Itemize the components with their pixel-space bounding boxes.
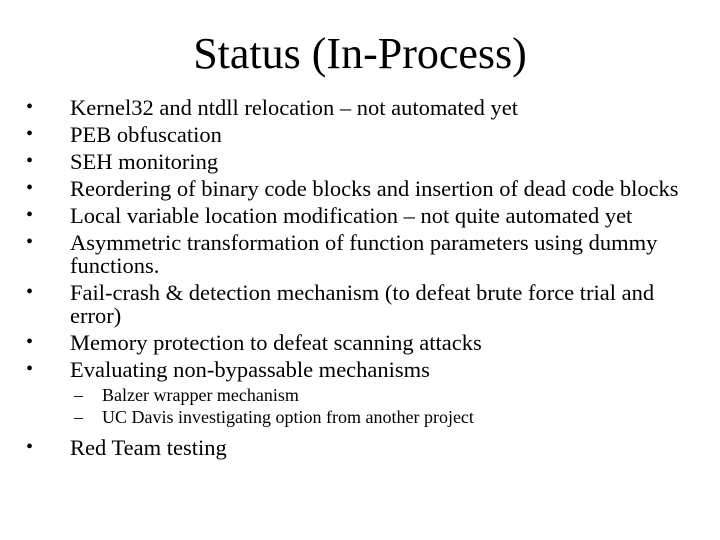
bullet-item (26, 204, 696, 227)
bullet-text: Fail-crash & detection mechanism (to defeat brute force trial and error) (70, 280, 655, 328)
bullet-text: Reordering of binary code blocks and insertion of dead code blocks (70, 176, 679, 201)
bullet-icon: • (26, 358, 34, 380)
bullet-icon: • (26, 204, 34, 226)
sub-bullet-text: UC Davis investigating option from another project (102, 407, 474, 427)
sub-bullet-text: Balzer wrapper mechanism (102, 385, 299, 405)
dash-icon: – (74, 385, 83, 405)
bullet-icon: • (26, 436, 34, 458)
bullet-text: SEH monitoring (70, 149, 219, 174)
bullet-item (26, 436, 696, 459)
bullet-item (26, 358, 696, 428)
slide-title: Status (In-Process) (193, 29, 527, 78)
bullet-item (26, 281, 696, 327)
bullet-icon: • (26, 150, 34, 172)
bullet-text: Evaluating non-bypassable mechanisms (70, 357, 430, 382)
dash-icon: – (74, 407, 83, 427)
bullet-item (26, 231, 696, 277)
bullet-icon: • (26, 281, 34, 303)
bullet-list (26, 96, 696, 463)
bullet-text: PEB obfuscation (70, 122, 222, 147)
bullet-icon: • (26, 96, 34, 118)
bullet-item (26, 96, 696, 119)
bullet-item (26, 123, 696, 146)
bullet-icon: • (26, 231, 34, 253)
bullet-text: Kernel32 and ntdll relocation – not automated yet (70, 95, 518, 120)
sub-bullet-list (70, 384, 696, 428)
bullet-text: Red Team testing (70, 435, 227, 460)
bullet-text: Memory protection to defeat scanning attacks (70, 330, 482, 355)
bullet-item (26, 331, 696, 354)
bullet-icon: • (26, 331, 34, 353)
bullet-icon: • (26, 177, 34, 199)
bullet-item (26, 177, 696, 200)
sub-bullet-item (26, 384, 696, 406)
bullet-icon: • (26, 123, 34, 145)
bullet-text: Local variable location modification – not quite automated yet (70, 203, 633, 228)
bullet-item (26, 150, 696, 173)
bullet-text: Asymmetric transformation of function parameters using dummy functions. (70, 230, 658, 278)
sub-bullet-item (26, 406, 696, 428)
